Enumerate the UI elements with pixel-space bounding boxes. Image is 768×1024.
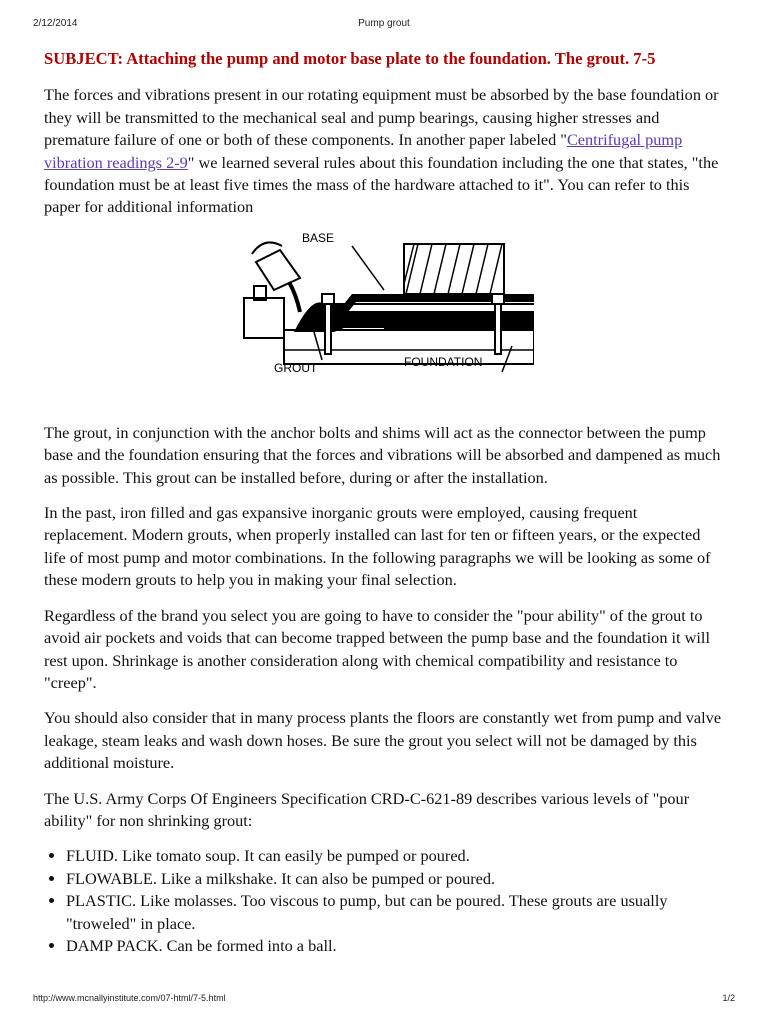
print-page-title: Pump grout xyxy=(358,18,410,29)
paragraph-specification: The U.S. Army Corps Of Engineers Specification CRD-C-621-89 describes various levels of "pour ability" for non shrinking grout: xyxy=(44,788,690,830)
intro-text-after-link: " we learned several rules about this foundation including the one that states, "the foundation must be at least five times the mass of the hardware attached to it". You can refer to this paper for additional information xyxy=(44,152,719,217)
list-item: • FLUID. Like tomato soup. It can easily be pumped or poured. xyxy=(66,845,724,867)
vibration-readings-link[interactable]: Centrifugal pump vibration readings 2-9 xyxy=(44,130,683,172)
label-base: BASE xyxy=(302,231,335,245)
equipment-hatch xyxy=(404,244,504,294)
grout-leader-line xyxy=(314,332,322,360)
list-item: • PLASTIC. Like molasses. Too viscous to pump, but can be poured. These grouts are usually "troweled" in place. xyxy=(66,890,724,935)
grout-diagram-svg xyxy=(234,232,534,407)
pour-ability-list xyxy=(44,845,724,957)
grout-diagram xyxy=(44,232,724,410)
list-item: • FLOWABLE. Like a milkshake. It can also be pumped or poured. xyxy=(66,868,724,890)
paragraph-grout-connector: The grout, in conjunction with the anchor bolts and shims will act as the connector between the pump base and the foundation ensuring that the forces and vibrations will be absorbed and dampened as much as possible. This grout can be installed before, during or after the installation. xyxy=(44,422,721,487)
print-date: 2/12/2014 xyxy=(33,18,78,29)
article-body xyxy=(44,48,724,957)
pouring-bucket xyxy=(252,242,300,312)
label-grout: GROUT xyxy=(274,360,318,375)
page-number: 1/2 xyxy=(722,993,735,1003)
label-foundation: FOUNDATION xyxy=(404,354,483,369)
print-footer xyxy=(0,990,768,1004)
base-leader-line xyxy=(352,246,384,290)
subject-heading: SUBJECT: Attaching the pump and motor base plate to the foundation. The grout. 7-5 xyxy=(44,49,656,68)
intro-paragraph xyxy=(44,84,724,218)
form-block xyxy=(244,298,284,338)
paragraph-past-grouts: In the past, iron filled and gas expansive inorganic grouts were employed, causing frequent replacement. Modern grouts, when properly installed can last for ten or fifteen years, or the expected life of most pump and motor combinations. In the following paragraphs we will be looking as some of these modern grouts to help you in making your final selection. xyxy=(44,503,711,590)
list-item: • DAMP PACK. Can be formed into a ball. xyxy=(66,935,724,957)
print-url: http://www.mcnallyinstitute.com/07-html/7-5.html xyxy=(33,993,226,1003)
paragraph-moisture: You should also consider that in many process plants the floors are constantly wet from pump and valve leakage, steam leaks and wash down hoses. Be sure the grout you select will not be damaged by this additional moisture. xyxy=(44,708,722,773)
paragraph-pour-ability: Regardless of the brand you select you are going to have to consider the "pour ability" of the grout to avoid air pockets and voids that can become trapped between the pump base and the foundation it will rest upon. Shrinkage is another consideration along with chemical compatibility and resistance to "creep". xyxy=(44,605,710,692)
print-header xyxy=(0,16,768,30)
base-rail xyxy=(329,304,534,312)
intro-text-before-link: The forces and vibrations present in our rotating equipment must be absorbed by the base foundation or they will be transmitted to the mechanical seal and pump bearings, causing higher stresses and premature failure of one or both of these components. In another paper labeled " xyxy=(44,85,719,150)
